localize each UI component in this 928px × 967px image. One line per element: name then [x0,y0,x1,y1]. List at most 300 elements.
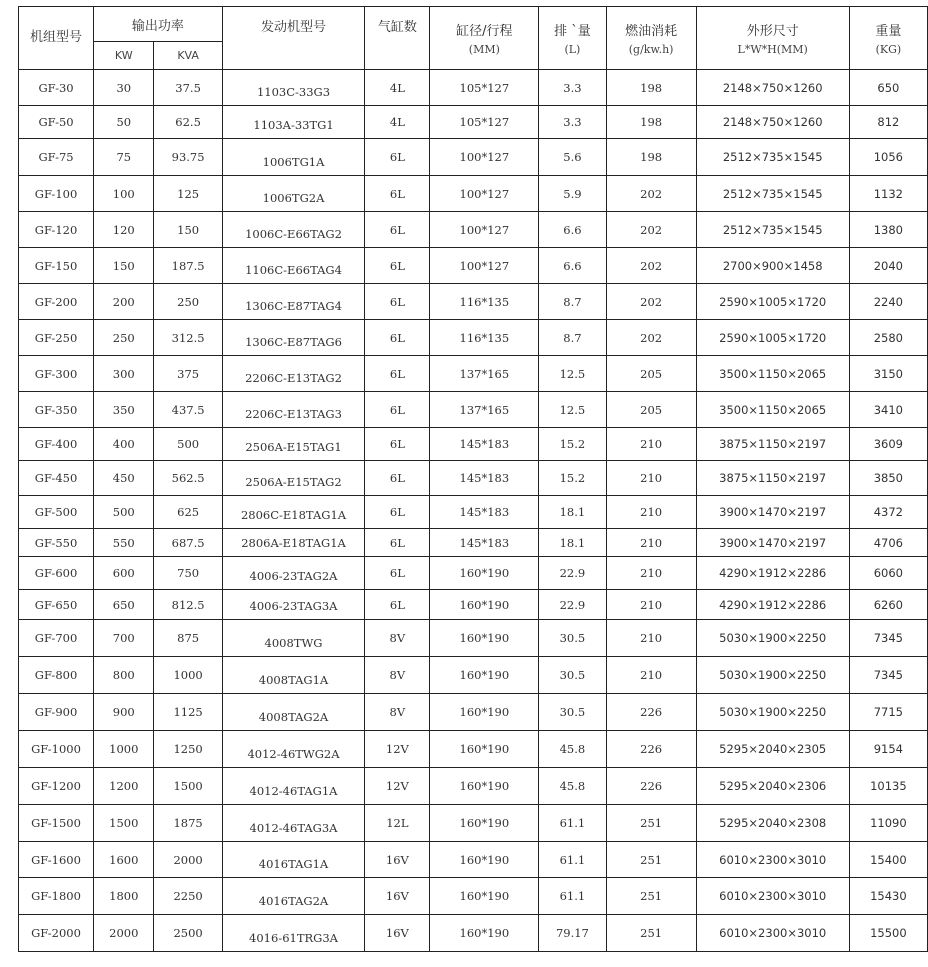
cell-weight: 4706 [849,529,927,557]
spec-table-container [18,6,928,952]
cell-model: GF-450 [19,461,94,496]
cell-weight: 15400 [849,842,927,878]
cell-fuel: 198 [606,106,696,139]
cell-kva: 1875 [154,805,222,842]
cell-weight: 650 [849,70,927,106]
table-row [19,590,928,620]
cell-displacement: 15.2 [539,428,606,461]
cell-fuel: 210 [606,590,696,620]
header-output-power: 输出功率 [94,7,223,42]
cell-cylinders: 8V [365,694,430,731]
cell-fuel: 202 [606,284,696,320]
cell-weight: 9154 [849,731,927,768]
table-row [19,284,928,320]
cell-model: GF-75 [19,139,94,176]
header-bore-stroke [430,7,539,70]
cell-dimensions: 5030×1900×2250 [696,694,849,731]
header-bore-stroke-label: 缸径/行程 [456,24,513,39]
cell-model: GF-900 [19,694,94,731]
cell-engine: 2506A-E15TAG1 [222,428,365,461]
cell-displacement: 79.17 [539,915,606,952]
cell-dimensions: 3500×1150×2065 [696,356,849,392]
cell-kva: 750 [154,557,222,590]
cell-bore-stroke: 116*135 [430,320,539,356]
cell-model: GF-100 [19,176,94,212]
cell-model: GF-200 [19,284,94,320]
table-row [19,428,928,461]
cell-dimensions: 5295×2040×2305 [696,731,849,768]
table-row [19,248,928,284]
cell-engine: 1106C-E66TAG4 [222,248,365,284]
cell-fuel: 210 [606,496,696,529]
table-row [19,557,928,590]
cell-dimensions: 2148×750×1260 [696,70,849,106]
cell-kw: 350 [94,392,154,428]
cell-cylinders: 12V [365,731,430,768]
generator-spec-table [18,6,928,952]
table-row [19,356,928,392]
cell-displacement: 18.1 [539,496,606,529]
cell-model: GF-250 [19,320,94,356]
cell-fuel: 205 [606,392,696,428]
cell-weight: 1380 [849,212,927,248]
table-row [19,878,928,915]
table-row [19,805,928,842]
cell-kw: 150 [94,248,154,284]
cell-dimensions: 2512×735×1545 [696,176,849,212]
table-row [19,461,928,496]
header-weight-label: 重量 [875,24,902,39]
cell-dimensions: 2590×1005×1720 [696,284,849,320]
cell-engine: 1103C-33G3 [222,70,365,106]
cell-bore-stroke: 100*127 [430,248,539,284]
cell-engine: 4006-23TAG3A [222,590,365,620]
cell-cylinders: 12L [365,805,430,842]
cell-bore-stroke: 160*190 [430,657,539,694]
table-row [19,392,928,428]
cell-kva: 312.5 [154,320,222,356]
cell-weight: 3410 [849,392,927,428]
cell-fuel: 251 [606,805,696,842]
cell-kw: 300 [94,356,154,392]
cell-displacement: 5.6 [539,139,606,176]
cell-kw: 75 [94,139,154,176]
cell-cylinders: 16V [365,842,430,878]
cell-engine: 1306C-E87TAG4 [222,284,365,320]
cell-kva: 625 [154,496,222,529]
cell-bore-stroke: 160*190 [430,842,539,878]
cell-model: GF-800 [19,657,94,694]
cell-dimensions: 2512×735×1545 [696,212,849,248]
cell-kw: 500 [94,496,154,529]
cell-fuel: 251 [606,915,696,952]
header-dimensions [696,7,849,70]
cell-fuel: 202 [606,248,696,284]
cell-dimensions: 3875×1150×2197 [696,461,849,496]
cell-kw: 600 [94,557,154,590]
cell-weight: 7345 [849,620,927,657]
cell-fuel: 226 [606,731,696,768]
cell-cylinders: 8V [365,620,430,657]
header-displacement-unit: (L) [564,43,581,56]
cell-dimensions: 3900×1470×2197 [696,496,849,529]
cell-fuel: 210 [606,657,696,694]
cell-bore-stroke: 160*190 [430,557,539,590]
cell-weight: 4372 [849,496,927,529]
cell-cylinders: 4L [365,106,430,139]
cell-kva: 250 [154,284,222,320]
cell-weight: 3150 [849,356,927,392]
header-engine-label: 发动机型号 [261,20,327,35]
cell-displacement: 18.1 [539,529,606,557]
cell-kva: 62.5 [154,106,222,139]
header-kw: KW [94,42,154,70]
cell-dimensions: 4290×1912×2286 [696,557,849,590]
cell-bore-stroke: 160*190 [430,805,539,842]
cell-kw: 250 [94,320,154,356]
cell-model: GF-30 [19,70,94,106]
cell-displacement: 15.2 [539,461,606,496]
cell-kva: 1125 [154,694,222,731]
cell-weight: 11090 [849,805,927,842]
cell-dimensions: 5295×2040×2306 [696,768,849,805]
table-row [19,106,928,139]
cell-engine: 2506A-E15TAG2 [222,461,365,496]
cell-engine: 4012-46TAG3A [222,805,365,842]
cell-model: GF-1500 [19,805,94,842]
cell-engine: 4008TAG2A [222,694,365,731]
cell-bore-stroke: 137*165 [430,392,539,428]
cell-bore-stroke: 160*190 [430,620,539,657]
cell-kw: 1000 [94,731,154,768]
cell-model: GF-1800 [19,878,94,915]
cell-engine: 2806C-E18TAG1A [222,496,365,529]
cell-fuel: 210 [606,529,696,557]
cell-model: GF-50 [19,106,94,139]
cell-model: GF-500 [19,496,94,529]
cell-dimensions: 3900×1470×2197 [696,529,849,557]
cell-cylinders: 12V [365,768,430,805]
cell-fuel: 202 [606,176,696,212]
cell-bore-stroke: 116*135 [430,284,539,320]
spec-table-body [19,70,928,952]
cell-kw: 1500 [94,805,154,842]
cell-weight: 2040 [849,248,927,284]
cell-engine: 4008TAG1A [222,657,365,694]
cell-kva: 875 [154,620,222,657]
cell-bore-stroke: 145*183 [430,496,539,529]
cell-model: GF-2000 [19,915,94,952]
cell-model: GF-1200 [19,768,94,805]
cell-displacement: 3.3 [539,106,606,139]
cell-engine: 4008TWG [222,620,365,657]
cell-dimensions: 5030×1900×2250 [696,657,849,694]
cell-kva: 375 [154,356,222,392]
header-fuel-unit: (g/kw.h) [628,43,674,56]
cell-dimensions: 3500×1150×2065 [696,392,849,428]
cell-fuel: 251 [606,878,696,915]
cell-kw: 200 [94,284,154,320]
cell-model: GF-650 [19,590,94,620]
cell-bore-stroke: 137*165 [430,356,539,392]
table-row [19,212,928,248]
cell-bore-stroke: 160*190 [430,768,539,805]
cell-displacement: 6.6 [539,248,606,284]
cell-dimensions: 3875×1150×2197 [696,428,849,461]
header-fuel-label: 燃油消耗 [625,24,678,39]
cell-fuel: 226 [606,694,696,731]
cell-weight: 10135 [849,768,927,805]
cell-kw: 700 [94,620,154,657]
cell-fuel: 210 [606,461,696,496]
cell-bore-stroke: 160*190 [430,694,539,731]
cell-dimensions: 2590×1005×1720 [696,320,849,356]
cell-dimensions: 2700×900×1458 [696,248,849,284]
cell-displacement: 8.7 [539,320,606,356]
cell-cylinders: 6L [365,590,430,620]
cell-fuel: 198 [606,139,696,176]
cell-engine: 2206C-E13TAG3 [222,392,365,428]
cell-dimensions: 2512×735×1545 [696,139,849,176]
cell-fuel: 202 [606,212,696,248]
table-row [19,842,928,878]
cell-kw: 450 [94,461,154,496]
cell-dimensions: 6010×2300×3010 [696,878,849,915]
cell-cylinders: 6L [365,176,430,212]
cell-engine: 4012-46TWG2A [222,731,365,768]
cell-kva: 2250 [154,878,222,915]
cell-weight: 3850 [849,461,927,496]
cell-model: GF-350 [19,392,94,428]
table-row [19,657,928,694]
cell-cylinders: 6L [365,428,430,461]
cell-engine: 2806A-E18TAG1A [222,529,365,557]
cell-engine: 1006TG2A [222,176,365,212]
cell-displacement: 22.9 [539,557,606,590]
cell-bore-stroke: 160*190 [430,590,539,620]
cell-cylinders: 6L [365,496,430,529]
cell-kw: 1800 [94,878,154,915]
cell-kva: 2500 [154,915,222,952]
cell-displacement: 61.1 [539,805,606,842]
cell-displacement: 61.1 [539,878,606,915]
table-row [19,496,928,529]
cell-cylinders: 6L [365,557,430,590]
cell-engine: 1006TG1A [222,139,365,176]
cell-kva: 562.5 [154,461,222,496]
cell-cylinders: 4L [365,70,430,106]
cell-dimensions: 2148×750×1260 [696,106,849,139]
cell-fuel: 202 [606,320,696,356]
cell-engine: 4016-61TRG3A [222,915,365,952]
cell-weight: 7345 [849,657,927,694]
cell-kva: 437.5 [154,392,222,428]
cell-cylinders: 6L [365,392,430,428]
cell-bore-stroke: 160*190 [430,915,539,952]
cell-cylinders: 6L [365,461,430,496]
cell-kva: 1250 [154,731,222,768]
cell-kva: 93.75 [154,139,222,176]
cell-bore-stroke: 100*127 [430,212,539,248]
cell-fuel: 210 [606,428,696,461]
cell-dimensions: 6010×2300×3010 [696,842,849,878]
cell-model: GF-1600 [19,842,94,878]
cell-bore-stroke: 145*183 [430,461,539,496]
cell-kw: 800 [94,657,154,694]
table-row [19,731,928,768]
table-row [19,70,928,106]
header-weight [849,7,927,70]
cell-model: GF-120 [19,212,94,248]
header-displacement-label: 排 `量 [554,24,591,39]
cell-engine: 4016TAG1A [222,842,365,878]
cell-model: GF-550 [19,529,94,557]
cell-dimensions: 5030×1900×2250 [696,620,849,657]
cell-weight: 6060 [849,557,927,590]
cell-cylinders: 6L [365,320,430,356]
cell-kw: 50 [94,106,154,139]
header-displacement [539,7,606,70]
table-row [19,320,928,356]
cell-model: GF-300 [19,356,94,392]
cell-cylinders: 6L [365,212,430,248]
cell-weight: 2580 [849,320,927,356]
cell-fuel: 198 [606,70,696,106]
cell-displacement: 5.9 [539,176,606,212]
cell-engine: 4016TAG2A [222,878,365,915]
cell-kva: 37.5 [154,70,222,106]
cell-cylinders: 16V [365,915,430,952]
cell-displacement: 6.6 [539,212,606,248]
header-fuel [606,7,696,70]
cell-kw: 550 [94,529,154,557]
cell-engine: 1006C-E66TAG2 [222,212,365,248]
cell-cylinders: 8V [365,657,430,694]
cell-dimensions: 6010×2300×3010 [696,915,849,952]
cell-fuel: 210 [606,620,696,657]
cell-weight: 15430 [849,878,927,915]
header-kva: KVA [154,42,222,70]
cell-displacement: 12.5 [539,356,606,392]
cell-weight: 812 [849,106,927,139]
cell-displacement: 3.3 [539,70,606,106]
cell-displacement: 12.5 [539,392,606,428]
table-row [19,768,928,805]
cell-cylinders: 6L [365,139,430,176]
cell-weight: 1132 [849,176,927,212]
header-cylinders-label: 气缸数 [377,20,417,35]
cell-displacement: 45.8 [539,731,606,768]
cell-kva: 687.5 [154,529,222,557]
cell-kva: 2000 [154,842,222,878]
cell-cylinders: 6L [365,284,430,320]
cell-kva: 1000 [154,657,222,694]
cell-kw: 1200 [94,768,154,805]
table-row [19,694,928,731]
cell-kva: 187.5 [154,248,222,284]
cell-bore-stroke: 100*127 [430,176,539,212]
table-row [19,620,928,657]
cell-displacement: 22.9 [539,590,606,620]
cell-kw: 100 [94,176,154,212]
cell-model: GF-150 [19,248,94,284]
cell-displacement: 30.5 [539,657,606,694]
cell-weight: 2240 [849,284,927,320]
cell-cylinders: 16V [365,878,430,915]
cell-kva: 500 [154,428,222,461]
cell-weight: 6260 [849,590,927,620]
header-dimensions-label: 外形尺寸 [746,24,799,39]
cell-dimensions: 4290×1912×2286 [696,590,849,620]
table-row [19,915,928,952]
cell-displacement: 45.8 [539,768,606,805]
cell-weight: 7715 [849,694,927,731]
cell-bore-stroke: 105*127 [430,106,539,139]
cell-engine: 1306C-E87TAG6 [222,320,365,356]
cell-bore-stroke: 160*190 [430,731,539,768]
cell-kva: 1500 [154,768,222,805]
cell-cylinders: 6L [365,248,430,284]
header-bore-stroke-unit: (MM) [468,43,500,56]
cell-fuel: 210 [606,557,696,590]
cell-fuel: 226 [606,768,696,805]
cell-bore-stroke: 105*127 [430,70,539,106]
header-engine [222,7,365,70]
cell-fuel: 205 [606,356,696,392]
header-weight-unit: (KG) [875,43,902,56]
cell-kw: 900 [94,694,154,731]
cell-engine: 4006-23TAG2A [222,557,365,590]
cell-kw: 120 [94,212,154,248]
cell-engine: 1103A-33TG1 [222,106,365,139]
cell-cylinders: 6L [365,356,430,392]
cell-kva: 812.5 [154,590,222,620]
cell-displacement: 8.7 [539,284,606,320]
cell-displacement: 30.5 [539,620,606,657]
cell-kw: 650 [94,590,154,620]
header-model: 机组型号 [19,7,94,70]
cell-kw: 2000 [94,915,154,952]
cell-model: GF-400 [19,428,94,461]
cell-model: GF-1000 [19,731,94,768]
cell-model: GF-600 [19,557,94,590]
cell-model: GF-700 [19,620,94,657]
cell-displacement: 61.1 [539,842,606,878]
cell-engine: 4012-46TAG1A [222,768,365,805]
cell-weight: 1056 [849,139,927,176]
cell-cylinders: 6L [365,529,430,557]
cell-kw: 1600 [94,842,154,878]
cell-dimensions: 5295×2040×2308 [696,805,849,842]
cell-weight: 3609 [849,428,927,461]
table-row [19,139,928,176]
cell-weight: 15500 [849,915,927,952]
cell-kva: 150 [154,212,222,248]
cell-kva: 125 [154,176,222,212]
cell-bore-stroke: 145*183 [430,428,539,461]
table-row [19,529,928,557]
header-dimensions-unit: L*W*H(MM) [737,43,808,56]
cell-engine: 2206C-E13TAG2 [222,356,365,392]
cell-kw: 400 [94,428,154,461]
cell-displacement: 30.5 [539,694,606,731]
cell-bore-stroke: 100*127 [430,139,539,176]
cell-bore-stroke: 145*183 [430,529,539,557]
cell-bore-stroke: 160*190 [430,878,539,915]
table-row [19,176,928,212]
cell-fuel: 251 [606,842,696,878]
cell-kw: 30 [94,70,154,106]
